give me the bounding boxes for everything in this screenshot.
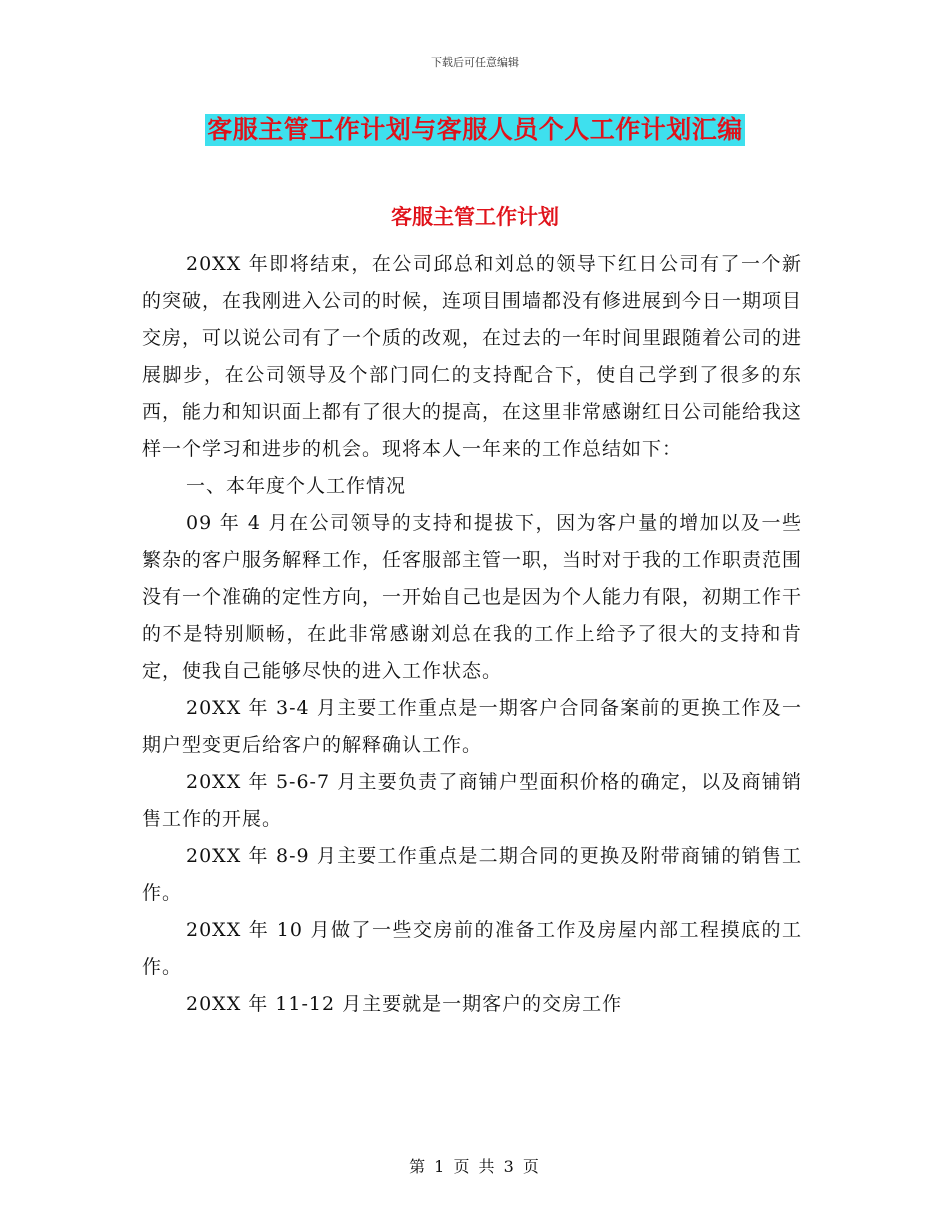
section-title: 客服主管工作计划 [391,205,559,229]
paragraph-aug-sep: 20XX 年 8-9 月主要工作重点是二期合同的更换及附带商铺的销售工作。 [142,845,802,904]
document-body [142,246,802,1023]
paragraph-heading-personal-work: 一、本年度个人工作情况 [186,475,407,497]
main-title: 客服主管工作计划与客服人员个人工作计划汇编 [207,115,743,144]
paragraph-march-april: 20XX 年 3-4 月主要工作重点是一期客户合同备案前的更换工作及一期户型变更后给客户的解释确认工作。 [142,697,802,756]
paragraph-may-july: 20XX 年 5-6-7 月主要负责了商铺户型面积价格的确定，以及商铺销售工作的开展。 [142,771,802,830]
paragraph-nov-dec: 20XX 年 11-12 月主要就是一期客户的交房工作 [186,993,623,1015]
page-footer: 第 1 页 共 3 页 [409,1157,541,1176]
paragraph-intro: 20XX 年即将结束，在公司邱总和刘总的领导下红日公司有了一个新的突破，在我刚进入公司的时候，连项目围墙都没有修进展到今日一期项目交房，可以说公司有了一个质的改观，在过去的一年时间里跟随着公司的进展脚步，在公司领导及个部门同仁的支持配合下，使自己学到了很多的东西，能力和知识面上都有了很大的提高，在这里非常感谢红日公司能给我这样一个学习和进步的机会。现将本人一年来的工作总结如下： [142,253,803,460]
header-note: 下载后可任意编辑 [431,56,519,69]
paragraph-promotion: 09 年 4 月在公司领导的支持和提拔下，因为客户量的增加以及一些繁杂的客户服务解释工作，任客服部主管一职，当时对于我的工作职责范围没有一个准确的定性方向，一开始自己也是因为个人能力有限，初期工作干的不是特别顺畅，在此非常感谢刘总在我的工作上给予了很大的支持和肯定，使我自己能够尽快的进入工作状态。 [142,512,803,682]
main-title-container [0,114,950,146]
paragraph-october: 20XX 年 10 月做了一些交房前的准备工作及房屋内部工程摸底的工作。 [142,919,802,978]
